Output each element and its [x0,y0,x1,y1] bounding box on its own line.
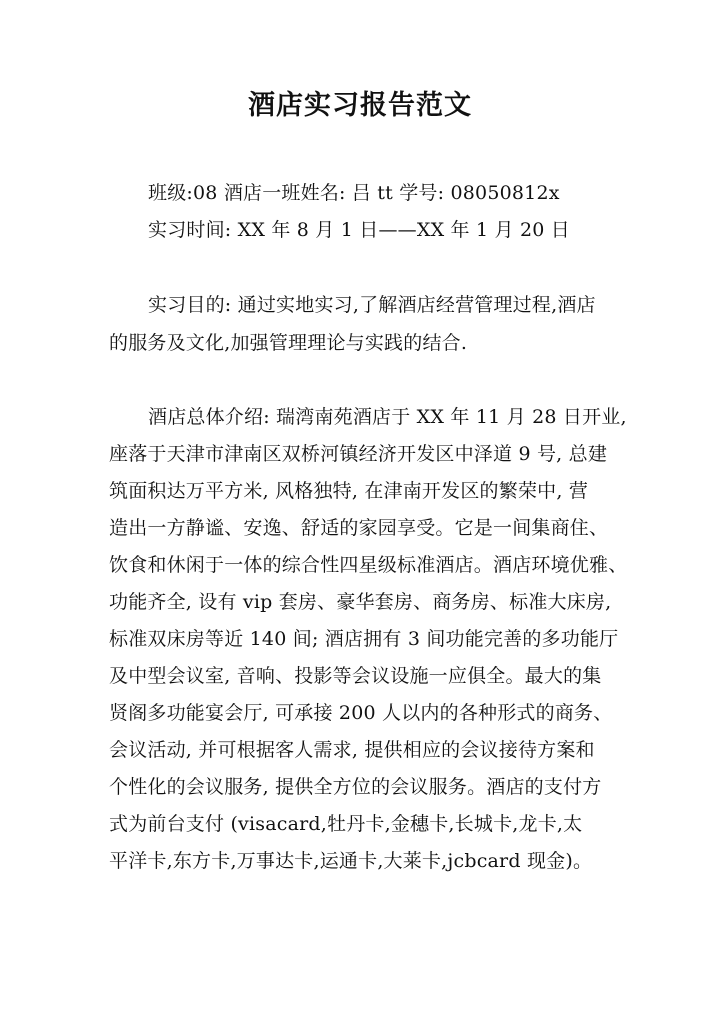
internship-period-line: 实习时间: XX 年 8 月 1 日——XX 年 1 月 20 日 [148,219,570,241]
overview-line-10: 会议活动, 并可根据客人需求, 提供相应的会议接待方案和 [109,739,595,761]
overview-line-9: 贤阁多功能宴会厅, 可承接 200 人以内的各种形式的商务、 [109,702,613,724]
overview-line-4: 造出一方静谧、安逸、舒适的家园享受。它是一间集商住、 [109,517,609,539]
overview-line-11: 个性化的会议服务, 提供全方位的会议服务。酒店的支付方 [109,776,602,798]
overview-line-7: 标准双床房等近 140 间; 酒店拥有 3 间功能完善的多功能厅 [109,628,619,650]
overview-line-6: 功能齐全, 设有 vip 套房、豪华套房、商务房、标准大床房, [109,591,612,613]
page-title: 酒店实习报告范文 [248,90,472,121]
student-info-line: 班级:08 酒店一班姓名: 吕 tt 学号: 08050812x [148,182,560,204]
overview-line-13: 平洋卡,东方卡,万事达卡,运通卡,大莱卡,jcbcard 现金)。 [109,850,593,872]
purpose-line-1: 实习目的: 通过实地实习,了解酒店经营管理过程,酒店 [148,294,596,316]
overview-line-5: 饮食和休闲于一体的综合性四星级标准酒店。酒店环境优雅、 [109,554,628,576]
overview-line-8: 及中型会议室, 音响、投影等会议设施一应俱全。最大的集 [109,665,602,687]
overview-line-1: 酒店总体介绍: 瑞湾南苑酒店于 XX 年 11 月 28 日开业, [148,406,627,428]
overview-line-3: 筑面积达万平方米, 风格独特, 在津南开发区的繁荣中, 营 [109,480,589,502]
overview-line-2: 座落于天津市津南区双桥河镇经济开发区中泽道 9 号, 总建 [109,443,608,465]
purpose-line-2: 的服务及文化,加强管理理论与实践的结合. [109,332,468,354]
overview-line-12: 式为前台支付 (visacard,牡丹卡,金穗卡,长城卡,龙卡,太 [109,813,583,835]
